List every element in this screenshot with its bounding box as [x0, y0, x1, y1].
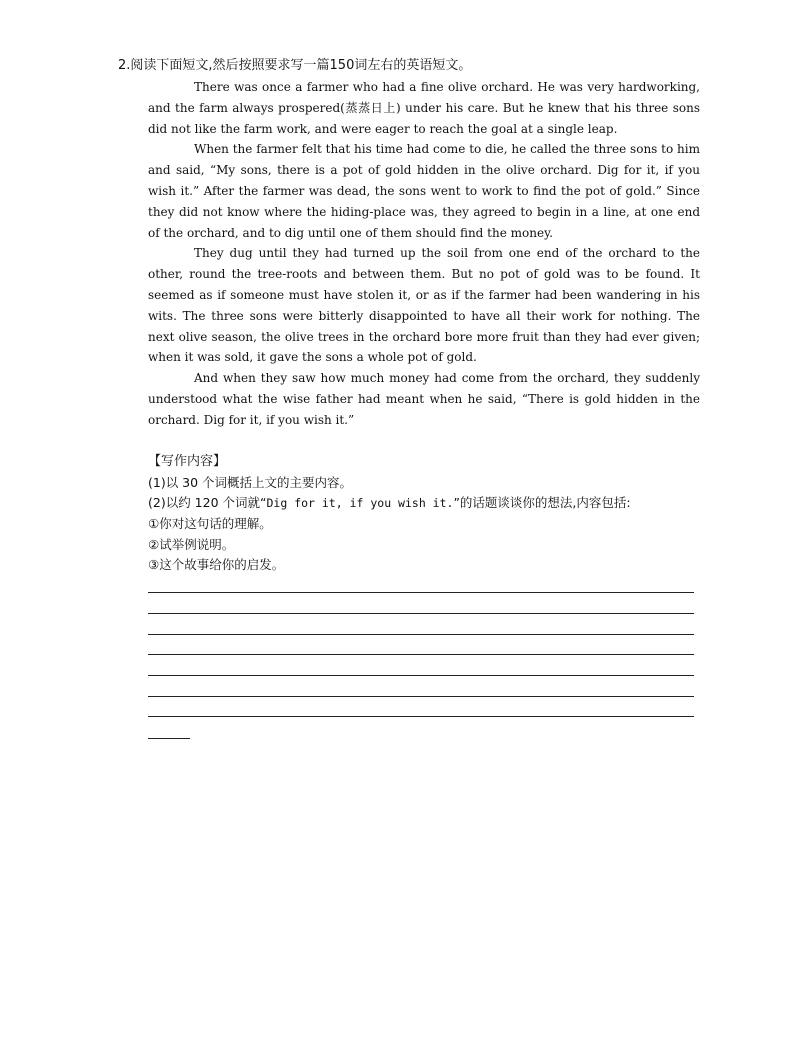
answer-line[interactable]: [148, 696, 694, 697]
requirement-summary: (1)以 30 个词概括上文的主要内容。: [148, 475, 353, 490]
answer-line[interactable]: [148, 654, 694, 655]
answer-line[interactable]: [148, 592, 694, 593]
answer-line[interactable]: [148, 716, 694, 717]
passage-paragraph-4: And when they saw how much money had come from the orchard, they suddenly understood what the wise father had meant when he said, “There is gold hidden in the orchard. Dig for it, if you wish it.”: [148, 371, 700, 427]
answer-line[interactable]: [148, 675, 694, 676]
answer-line[interactable]: [148, 634, 694, 635]
passage-paragraph-1: There was once a farmer who had a fine olive orchard. He was very hardworking, and the farm always prospered(蒸蒸日上) under his care. But he knew that his three sons did not like the farm work, and were eager to reach the goal at a single leap.: [148, 80, 700, 136]
requirement-opinion-quote: Dig for it, if you wish it.: [266, 496, 454, 510]
writing-content-heading: 【写作内容】: [148, 454, 227, 469]
question-title: 2.阅读下面短文,然后按照要求写一篇150词左右的英语短文。: [118, 58, 472, 73]
content-point-3: ③这个故事给你的启发。: [148, 557, 285, 572]
answer-line-end[interactable]: [148, 738, 190, 739]
content-point-2: ②试举例说明。: [148, 537, 235, 552]
requirement-opinion-prefix: (2)以约 120 个词就“: [148, 495, 267, 510]
reading-passage: [148, 77, 700, 431]
requirement-opinion-suffix: ”的话题谈谈你的想法,内容包括:: [453, 495, 631, 510]
content-point-1: ①你对这句话的理解。: [148, 516, 272, 531]
requirement-opinion: [148, 493, 631, 513]
passage-paragraph-2: When the farmer felt that his time had come to die, he called the three sons to him and said, “My sons, there is a pot of gold hidden in the olive orchard. Dig for it, if you wish it.” After the farmer was dead, the sons went to work to find the pot of gold.” Since they did not know where the hiding-place was, they agreed to begin in a line, at one end of the orchard, and to dig until one of them should find the money.: [148, 142, 700, 240]
answer-line[interactable]: [148, 613, 694, 614]
passage-paragraph-3: They dug until they had turned up the soil from one end of the orchard to the other, round the tree-roots and between them. But no pot of gold was to be found. It seemed as if someone must have stolen it, or as if the farmer had been wandering in his wits. The three sons were bitterly disappointed to have all their work for nothing. The next olive season, the olive trees in the orchard bore more fruit than they had ever given; when it was sold, it gave the sons a whole pot of gold.: [148, 246, 700, 365]
